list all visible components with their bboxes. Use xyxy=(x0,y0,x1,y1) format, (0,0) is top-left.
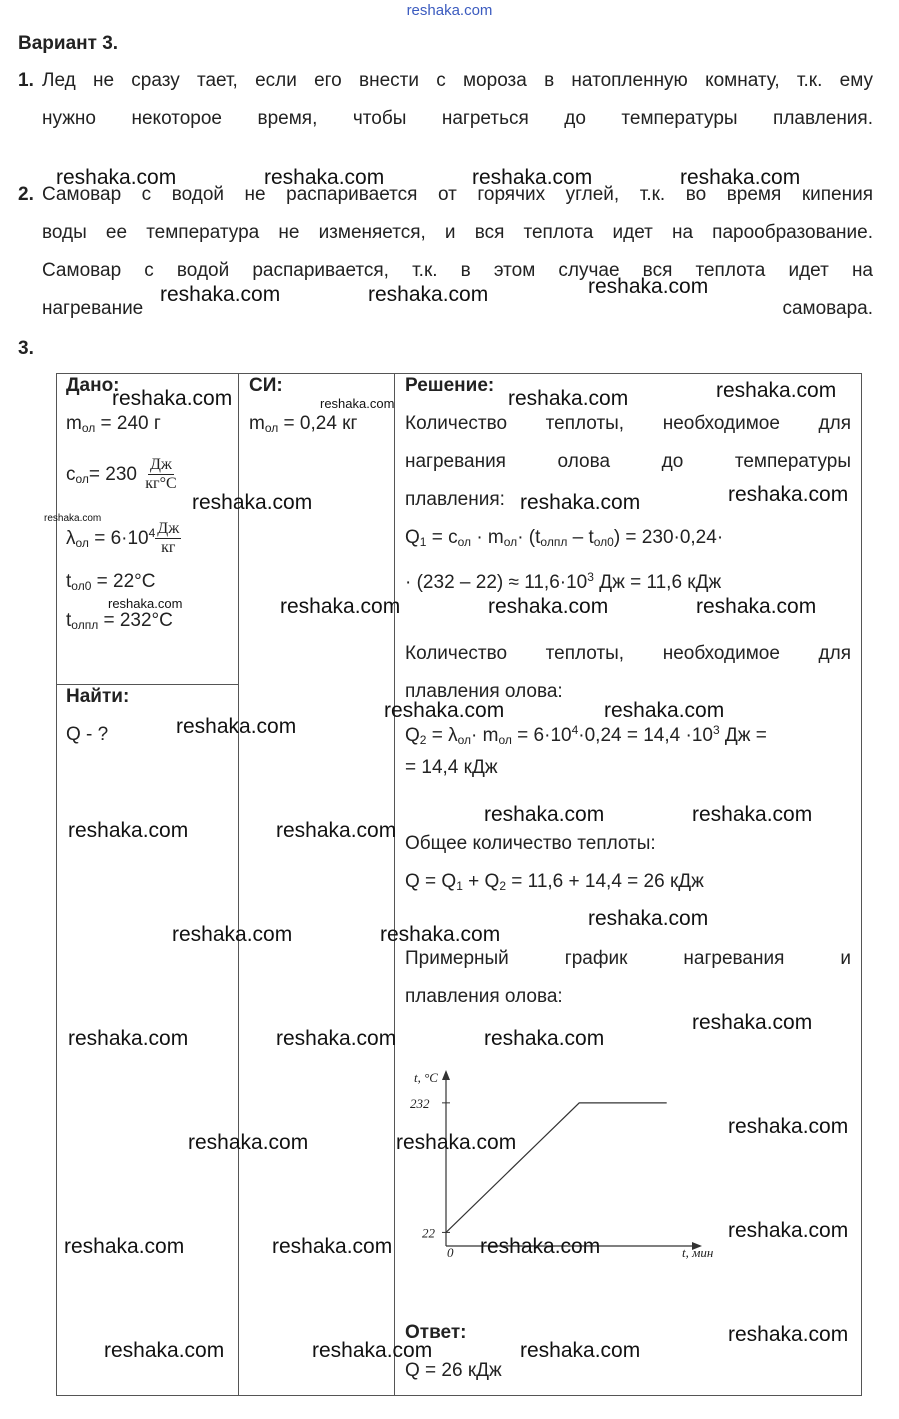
table-border-right xyxy=(861,373,862,1396)
q2-b-sub: ол xyxy=(457,733,472,747)
given-l-unit-den: кг xyxy=(161,539,176,557)
q2-c: · m xyxy=(471,725,499,746)
watermark: reshaka.com xyxy=(680,166,801,189)
si-mass-symbol: m xyxy=(249,413,265,434)
given-l-unit xyxy=(155,520,181,557)
q2-d-exp: 4 xyxy=(571,723,579,737)
q1-line2-exp: 3 xyxy=(587,570,594,584)
watermark: reshaka.com xyxy=(104,1339,225,1362)
given-mass-symbol: m xyxy=(66,413,82,434)
q2-a: Q xyxy=(405,725,420,746)
given-t0-symbol: t xyxy=(66,571,72,592)
q-b-sub: 2 xyxy=(499,879,507,893)
solution-p1-line1: Количество теплоты, необходимое для xyxy=(405,413,851,434)
watermark: reshaka.com xyxy=(68,1027,189,1050)
answer-2-line-2: воды ее температура не изменяется, и вся теплота идет на парообразование. xyxy=(42,222,873,243)
q1-e: – t xyxy=(567,527,594,548)
formula-q2-line2: = 14,4 кДж xyxy=(405,757,498,778)
answer-2-number: 2. xyxy=(18,184,34,205)
q-b: + Q xyxy=(462,871,500,892)
watermark: reshaka.com xyxy=(728,1115,849,1138)
answer-2-line-3: Самовар с водой распаривается, т.к. в этом случае вся теплота идет на xyxy=(42,260,873,281)
given-c-sub: ол xyxy=(75,472,89,486)
q1-f: ) = 230·0,24· xyxy=(613,527,724,548)
watermark: reshaka.com xyxy=(280,595,401,618)
chart-x-tick-0: 0 xyxy=(447,1245,454,1260)
given-c-unit xyxy=(145,456,176,493)
watermark: reshaka.com xyxy=(112,387,233,410)
watermark: reshaka.com xyxy=(588,907,709,930)
watermark: reshaka.com xyxy=(172,923,293,946)
given-l-sub: ол xyxy=(75,536,89,550)
given-l-symbol: λ xyxy=(66,528,76,549)
given-mass xyxy=(66,405,161,447)
watermark: reshaka.com xyxy=(588,275,709,298)
table-border-left xyxy=(56,373,57,1396)
answer-value: Q = 26 кДж xyxy=(405,1360,502,1381)
find-header: Найти: xyxy=(66,686,130,707)
watermark: reshaka.com xyxy=(188,1131,309,1154)
given-tp-symbol: t xyxy=(66,610,72,631)
answer-1-line-1: Лед не сразу тает, если его внести с мороза в натопленную комнату, т.к. ему xyxy=(42,70,873,91)
given-c-value: = 230 xyxy=(88,464,143,485)
q2-d: = 6·10 xyxy=(511,725,572,746)
q1-e-sub: ол0 xyxy=(593,535,614,549)
q2-e: ·0,24 = 14,4 ·10 xyxy=(578,725,713,746)
given-l-unit-num: Дж xyxy=(157,520,180,538)
watermark: reshaka.com xyxy=(380,923,501,946)
given-l-exp: 4 xyxy=(148,526,156,540)
q1-b: = c xyxy=(426,527,458,548)
q1-d: · (t xyxy=(517,527,541,548)
table-divider-2 xyxy=(394,373,395,1396)
watermark: reshaka.com xyxy=(692,1011,813,1034)
chart-series-line xyxy=(446,1103,667,1233)
given-t0-sub: ол0 xyxy=(71,579,92,593)
watermark: reshaka.com xyxy=(728,483,849,506)
solution-p1-line3: плавления: xyxy=(405,489,505,510)
given-t0-value: = 22°C xyxy=(91,571,156,592)
watermark: reshaka.com xyxy=(484,1027,605,1050)
watermark: reshaka.com xyxy=(276,819,397,842)
watermark: reshaka.com xyxy=(480,1235,601,1258)
q1-c-sub: ол xyxy=(503,535,518,549)
q1-line2-a: · (232 – 22) ≈ 11,6·10 xyxy=(405,572,588,593)
solution-p4-line2: плавления олова: xyxy=(405,986,563,1007)
watermark: reshaka.com xyxy=(520,491,641,514)
watermark: reshaka.com xyxy=(320,396,395,411)
si-header: СИ: xyxy=(249,375,283,396)
given-l-value: = 6·10 xyxy=(88,528,149,549)
chart-xlabel: t, мин xyxy=(682,1245,714,1260)
chart-y-tick-22: 22 xyxy=(422,1225,435,1241)
si-mass-value: = 0,24 кг xyxy=(278,413,358,434)
table-border-bottom xyxy=(56,1395,862,1396)
watermark: reshaka.com xyxy=(728,1219,849,1242)
formula-q1 xyxy=(405,519,723,561)
watermark: reshaka.com xyxy=(56,166,177,189)
si-mass-sub: ол xyxy=(264,421,279,435)
watermark: reshaka.com xyxy=(484,803,605,826)
answer-header: Ответ: xyxy=(405,1322,467,1343)
answer-3-number: 3. xyxy=(18,338,34,359)
watermark: reshaka.com xyxy=(716,379,837,402)
answer-1-number: 1. xyxy=(18,70,34,91)
watermark: reshaka.com xyxy=(696,595,817,618)
watermark: reshaka.com xyxy=(68,819,189,842)
watermark: reshaka.com xyxy=(272,1235,393,1258)
watermark: reshaka.com xyxy=(312,1339,433,1362)
answer-1-line-2: нужно некоторое время, чтобы нагреться до температуры плавления. xyxy=(42,108,873,129)
watermark: reshaka.com xyxy=(728,1323,849,1346)
answer-2-line-4-left: нагревание xyxy=(42,298,144,319)
answer-2-line-1: Самовар с водой не распаривается от горячих углей, т.к. во время кипения xyxy=(42,184,873,205)
site-header[interactable]: reshaka.com xyxy=(406,2,493,19)
q1-a: Q xyxy=(405,527,420,548)
solution-p4-line1: Примерный график нагревания и xyxy=(405,948,851,969)
watermark: reshaka.com xyxy=(160,283,281,306)
watermark: reshaka.com xyxy=(108,596,183,611)
given-c-unit-num: Дж xyxy=(150,456,172,474)
solution-p2-line1: Количество теплоты, необходимое для xyxy=(405,643,851,664)
watermark: reshaka.com xyxy=(384,699,505,722)
q-a-sub: 1 xyxy=(456,879,463,893)
answer-1 xyxy=(18,62,873,138)
q2-e-exp: 3 xyxy=(712,723,720,737)
q2-b: = λ xyxy=(426,725,458,746)
watermark: reshaka.com xyxy=(472,166,593,189)
q2-f: Дж = xyxy=(719,725,767,746)
given-mass-sub: ол xyxy=(81,421,96,435)
watermark: reshaka.com xyxy=(264,166,385,189)
solution-p3: Общее количество теплоты: xyxy=(405,833,656,854)
q1-a-sub: 1 xyxy=(419,535,427,549)
watermark: reshaka.com xyxy=(604,699,725,722)
given-heat-capacity xyxy=(66,456,177,498)
formula-q-total xyxy=(405,863,704,905)
watermark: reshaka.com xyxy=(276,1027,397,1050)
given-c-symbol: c xyxy=(66,464,76,485)
watermark: reshaka.com xyxy=(692,803,813,826)
watermark: reshaka.com xyxy=(508,387,629,410)
solution-p2-line2: плавления олова: xyxy=(405,681,563,702)
si-mass xyxy=(249,405,357,447)
q1-line2-b: Дж = 11,6 кДж xyxy=(593,572,722,593)
given-c-unit-den: кг°C xyxy=(145,475,177,493)
answer-2-line-4-right: самовара. xyxy=(782,298,873,319)
q-a: Q = Q xyxy=(405,871,457,892)
q2-a-sub: 2 xyxy=(419,733,427,747)
q1-c: · m xyxy=(471,527,504,548)
q1-b-sub: ол xyxy=(457,535,472,549)
q1-d-sub: олпл xyxy=(540,535,568,549)
watermark: reshaka.com xyxy=(520,1339,641,1362)
watermark: reshaka.com xyxy=(396,1131,517,1154)
watermark: reshaka.com xyxy=(44,513,102,524)
given-header: Дано: xyxy=(66,375,120,396)
find-value: Q - ? xyxy=(66,724,109,745)
watermark: reshaka.com xyxy=(488,595,609,618)
given-tp-sub: олпл xyxy=(71,618,99,632)
given-mass-value: = 240 г xyxy=(95,413,161,434)
watermark: reshaka.com xyxy=(176,715,297,738)
chart-y-tick-232: 232 xyxy=(410,1095,430,1111)
table-divider-1 xyxy=(238,373,239,1396)
watermark: reshaka.com xyxy=(368,283,489,306)
solution-header: Решение: xyxy=(405,375,495,396)
given-tp-value: = 232°C xyxy=(98,610,173,631)
q-c: = 11,6 + 14,4 = 26 кДж xyxy=(506,871,704,892)
watermark: reshaka.com xyxy=(192,491,313,514)
solution-p1-line2: нагревания олова до температуры xyxy=(405,451,851,472)
chart-ylabel: t, °C xyxy=(414,1070,438,1085)
q2-c-sub: ол xyxy=(498,733,512,747)
watermark: reshaka.com xyxy=(64,1235,185,1258)
variant-title: Вариант 3. xyxy=(18,33,119,54)
